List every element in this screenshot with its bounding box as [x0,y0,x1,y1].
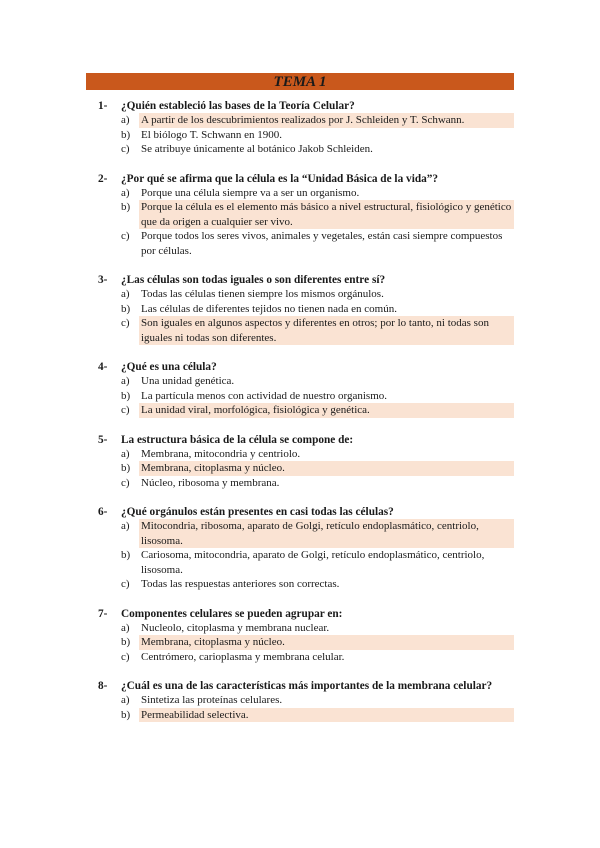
option-letter: c) [121,230,130,242]
question-number: 1- [98,100,108,112]
question-row [98,273,514,287]
question-row [98,99,514,113]
option-text: Núcleo, ribosoma y membrana. [141,476,280,489]
option-text: Permeabilidad selectiva. [139,708,514,723]
option-text: Porque la célula es el elemento más básico a nivel estructural, fisiológico y genético que da origen a cualquier ser vivo. [139,200,514,229]
question-block [98,679,514,722]
question-block [98,433,514,491]
answer-option-highlighted [121,519,514,548]
answer-option-highlighted [121,708,514,723]
option-letter: b) [121,389,131,402]
option-letter: c) [121,650,130,663]
option-text: Membrana, citoplasma y núcleo. [139,635,514,650]
answer-option [121,389,514,404]
option-text: Mitocondria, ribosoma, aparato de Golgi, retículo endoplasmático, centriolo, lisosoma. [139,519,514,548]
answer-option [121,374,514,389]
option-text: Todas las respuestas anteriores son correctas. [141,578,340,590]
option-text: Las células de diferentes tejidos no tienen nada en común. [141,302,397,315]
question-block [98,172,514,259]
question-block [98,505,514,592]
question-number: 7- [98,607,108,620]
answer-option [121,186,514,201]
question-number: 6- [98,506,108,518]
answer-option [121,128,514,143]
answer-option [121,229,514,258]
answer-option [121,693,514,708]
option-text: Membrana, mitocondria y centriolo. [141,447,301,460]
question-row [98,360,514,374]
question-text: ¿Qué es una célula? [121,361,217,373]
option-text: Centrómero, carioplasma y membrana celular. [141,650,345,663]
option-text: Membrana, citoplasma y núcleo. [139,461,514,476]
question-row [98,505,514,519]
answer-option [121,650,514,665]
question-row [98,607,514,621]
question-text: La estructura básica de la célula se compone de: [121,433,354,446]
option-letter: a) [121,288,130,300]
question-row [98,172,514,186]
question-block [98,273,514,345]
question-number: 2- [98,172,108,185]
option-letter: a) [121,694,130,706]
option-text: El biólogo T. Schwann en 1900. [141,128,283,141]
option-letter: c) [121,404,130,416]
answer-option [121,287,514,302]
option-text: Porque una célula siempre va a ser un organismo. [141,186,360,199]
answer-option-highlighted [121,635,514,650]
title-bar [86,73,514,90]
option-text: Porque todos los seres vivos, animales y vegetales, están casi siempre compuestos por células. [141,230,503,257]
answer-option-highlighted [121,461,514,476]
option-letter: a) [121,447,130,460]
answer-option-highlighted [121,200,514,229]
option-letter: c) [121,143,130,155]
question-text: ¿Quién estableció las bases de la Teoría Celular? [121,100,355,112]
answer-option-highlighted [121,403,514,418]
option-text: Nucleolo, citoplasma y membrana nuclear. [141,621,330,634]
question-number: 3- [98,274,108,286]
option-text: Cariosoma, mitocondria, aparato de Golgi, retículo endoplasmático, centriolo, lisosoma. [141,549,485,576]
answer-option-highlighted [121,316,514,345]
option-letter: b) [121,302,131,315]
option-letter: a) [121,375,130,387]
answer-option [121,476,514,491]
option-letter: c) [121,578,130,590]
question-text: ¿Las células son todas iguales o son diferentes entre sí? [121,274,386,286]
question-number: 5- [98,433,108,446]
option-letter: a) [121,621,130,634]
answer-option [121,577,514,592]
option-letter: b) [121,462,131,474]
option-text: Una unidad genética. [141,375,235,387]
option-text: Se atribuye únicamente al botánico Jakob Schleiden. [141,143,373,155]
question-block [98,99,514,157]
option-text: La unidad viral, morfológica, fisiológica y genética. [139,403,514,418]
option-text: Son iguales en algunos aspectos y diferentes en otros; por lo tanto, ni todas son iguales ni todas son diferentes. [139,316,514,345]
answer-option-highlighted [121,113,514,128]
answer-option [121,302,514,317]
answer-option [121,447,514,462]
option-letter: b) [121,549,131,561]
question-list [98,99,514,737]
answer-option [121,548,514,577]
option-letter: b) [121,201,131,213]
question-text: ¿Cuál es una de las características más importantes de la membrana celular? [121,680,493,692]
option-text: La partícula menos con actividad de nuestro organismo. [141,389,388,402]
option-letter: a) [121,186,130,199]
option-letter: a) [121,114,130,126]
option-letter: b) [121,128,131,141]
option-text: Todas las células tienen siempre los mismos orgánulos. [141,288,384,300]
option-letter: c) [121,476,130,489]
option-letter: b) [121,708,131,721]
question-row [98,679,514,693]
question-block [98,607,514,665]
option-letter: b) [121,636,131,648]
option-letter: a) [121,520,130,532]
question-block [98,360,514,418]
question-row [98,433,514,447]
question-number: 8- [98,680,108,692]
question-number: 4- [98,361,108,373]
option-text: Sintetiza las proteínas celulares. [141,694,283,706]
option-text: A partir de los descubrimientos realizados por J. Schleiden y T. Schwann. [139,113,514,128]
option-letter: c) [121,317,130,329]
answer-option [121,621,514,636]
question-text: ¿Por qué se afirma que la célula es la “Unidad Básica de la vida”? [121,172,439,185]
page-title: TEMA 1 [273,74,327,90]
answer-option [121,142,514,157]
question-text: Componentes celulares se pueden agrupar en: [121,607,343,620]
question-text: ¿Qué orgánulos están presentes en casi todas las células? [121,506,394,518]
